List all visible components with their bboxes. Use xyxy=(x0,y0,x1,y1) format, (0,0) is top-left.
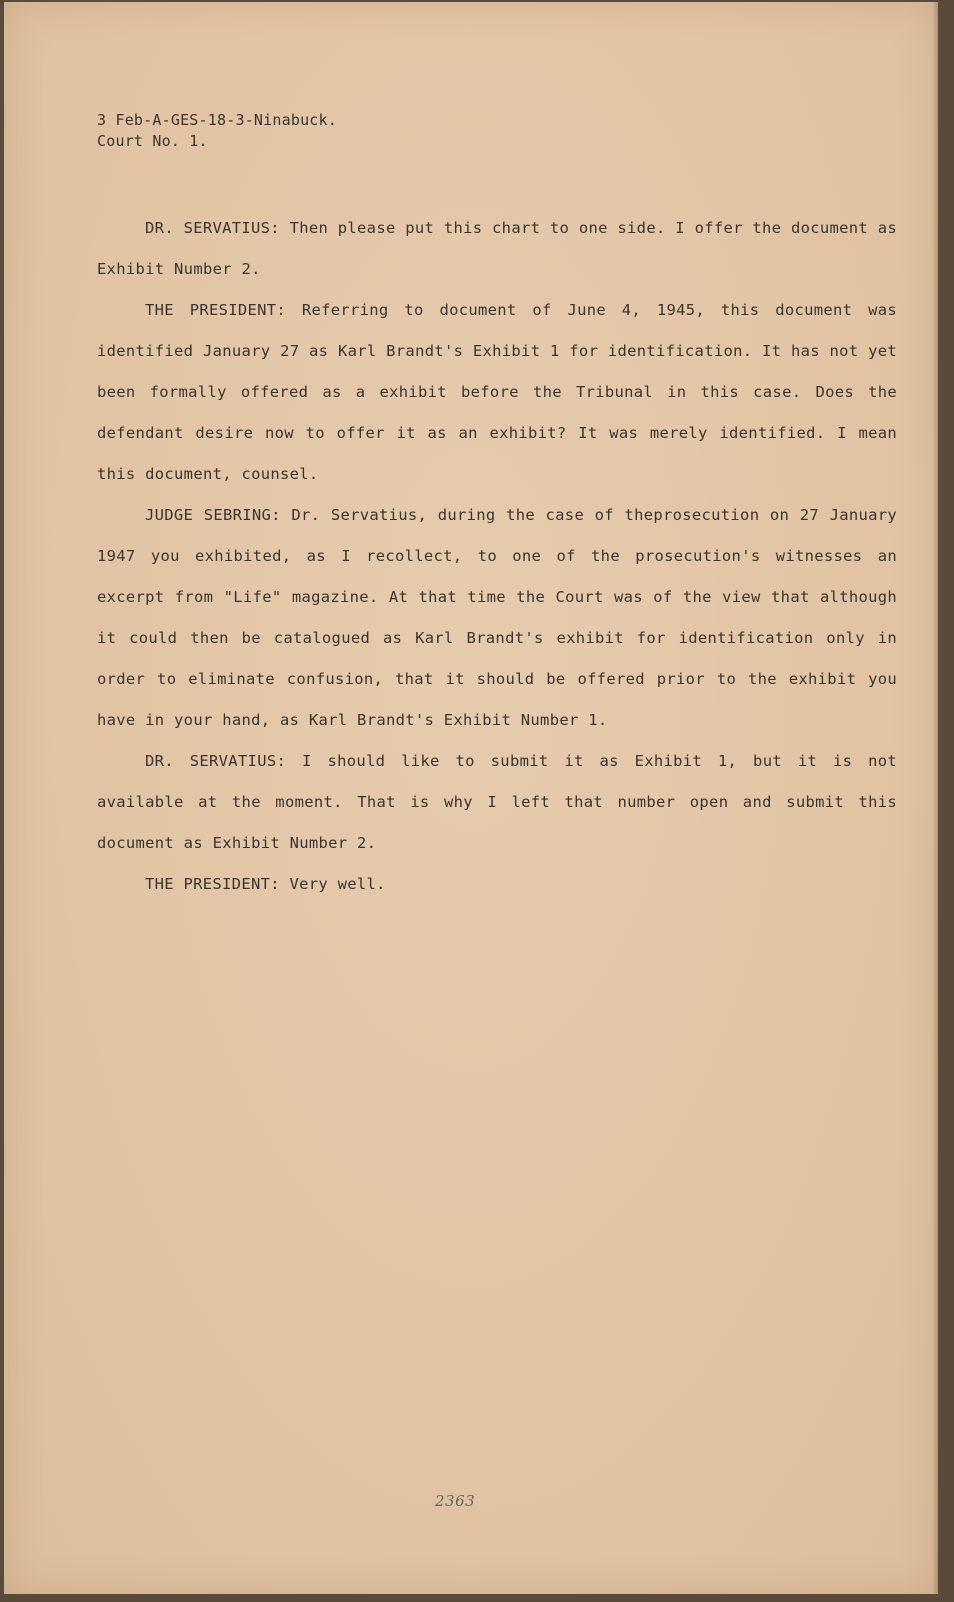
page-edge-shadow xyxy=(932,2,938,1594)
paragraph-servatius-1: DR. SERVATIUS: Then please put this chart to one side. I offer the document as Exhibit Number 2. xyxy=(97,219,897,278)
document-page xyxy=(4,2,938,1594)
paragraph-sebring: JUDGE SEBRING: Dr. Servatius, during the case of theprosecution on 27 January 1947 you exhibited, as I recollect, to one of the prosecution's witnesses an excerpt from "Life" magazine. At that time the Court was of the view that although it could then be catalogued as Karl Brandt's exhibit for identification only in order to eliminate confusion, that it should be offered prior to the exhibit you have in your hand, as Karl Brandt's Exhibit Number 1. xyxy=(97,506,897,729)
paragraph-president-2: THE PRESIDENT: Very well. xyxy=(145,875,386,893)
paragraph-president-1: THE PRESIDENT: Referring to document of June 4, 1945, this document was identified January 27 as Karl Brandt's Exhibit 1 for identification. It has not yet been formally offered as a exhibit before the Tribunal in this case. Does the defendant desire now to offer it as an exhibit? It was merely identified. I mean this document, counsel. xyxy=(97,301,897,483)
document-header xyxy=(97,110,337,152)
paragraph-servatius-2: DR. SERVATIUS: I should like to submit it as Exhibit 1, but it is not available at the moment. That is why I left that number open and submit this document as Exhibit Number 2. xyxy=(97,752,897,852)
header-court: Court No. 1. xyxy=(97,132,208,150)
page-number: 2363 xyxy=(435,1492,476,1510)
header-reference: 3 Feb-A-GES-18-3-Ninabuck. xyxy=(97,111,337,129)
transcript-body xyxy=(97,208,897,905)
